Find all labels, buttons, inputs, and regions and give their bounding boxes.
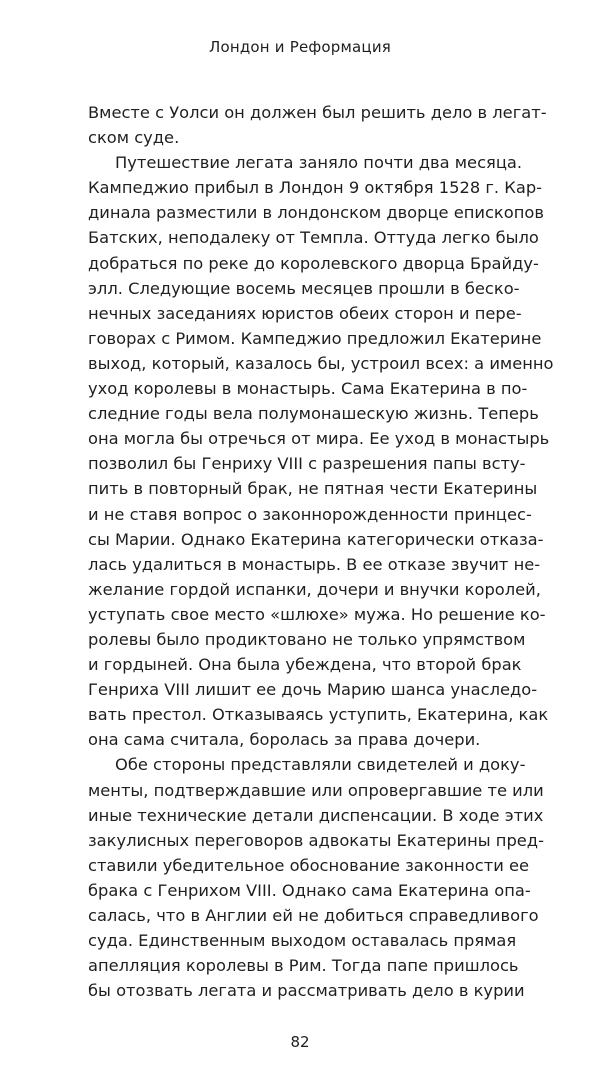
paragraph: [88, 752, 544, 1003]
text-line: ставили убедительное обоснование законности ее: [88, 855, 530, 875]
page-number: 82: [290, 1033, 310, 1051]
text-line: уход королевы в монастырь. Сама Екатерина в по-: [88, 379, 528, 399]
text-line: пить в повторный брак, не пятная чести Екатерины: [88, 479, 538, 499]
text-line: сы Марии. Однако Екатерина категорически отказа-: [88, 529, 544, 549]
text-line: динала разместили в лондонском дворце епископов: [88, 203, 544, 223]
text-line: и не ставя вопрос о законнорожденности принцес-: [88, 504, 532, 524]
text-line: апелляция королевы в Рим. Тогда папе пришлось: [88, 956, 519, 976]
text-line: говорах с Римом. Кампеджио предложил Екатерине: [88, 328, 542, 348]
text-line: ском суде.: [88, 128, 180, 148]
text-line: нечных заседаниях юристов обеих сторон и пере-: [88, 303, 522, 323]
page-body: [88, 100, 554, 1003]
text-line: бы отозвать легата и рассматривать дело в курии: [88, 981, 525, 1001]
running-header: Лондон и Реформация: [209, 38, 391, 56]
text-line: желание гордой испанки, дочери и внучки королей,: [88, 579, 541, 599]
text-line: Вместе с Уолси он должен был решить дело в легат-: [88, 103, 547, 122]
text-line: Генриха VIII лишит ее дочь Марию шанса унаследо-: [88, 680, 538, 700]
text-line: и гордыней. Она была убеждена, что второй брак: [88, 655, 522, 675]
text-line: Кампеджио прибыл в Лондон 9 октября 1528 г. Кар-: [88, 178, 543, 198]
text-line: иные технические детали диспенсации. В ходе этих: [88, 805, 544, 825]
text-line: следние годы вела полумонашескую жизнь. Теперь: [88, 404, 539, 424]
text-line: она сама считала, боролась за права дочери.: [88, 730, 481, 750]
text-line: выход, который, казалось бы, устроил всех: а именно: [88, 353, 554, 373]
text-line: ролевы было продиктовано не только упрямством: [88, 629, 526, 649]
text-line: брака с Генрихом VIII. Однако сама Екатерина опа-: [88, 880, 531, 900]
text-line: позволил бы Генриху VIII с разрешения папы всту-: [88, 454, 526, 474]
text-line: салась, что в Англии ей не добиться справедливого: [88, 906, 539, 925]
text-line: элл. Следующие восемь месяцев прошли в беско-: [88, 278, 520, 298]
text-line: Батских, неподалеку от Темпла. Оттуда легко было: [88, 228, 539, 248]
text-line: уступать свое место «шлюхе» мужа. Но решение ко-: [88, 604, 546, 624]
paragraph: [88, 100, 547, 150]
text-line: вать престол. Отказываясь уступить, Екатерина, как: [88, 705, 549, 725]
paragraph: [88, 150, 554, 752]
text-line: суда. Единственным выходом оставалась прямая: [88, 931, 517, 951]
text-line: лась удалиться в монастырь. В ее отказе звучит не-: [88, 554, 541, 574]
text-line: закулисных переговоров адвокаты Екатерины пред-: [88, 830, 544, 850]
text-line: Путешествие легата заняло почти два месяца.: [115, 153, 523, 173]
text-line: добраться по реке до королевского дворца Брайду-: [88, 253, 539, 273]
text-line: Обе стороны представляли свидетелей и доку-: [115, 755, 526, 775]
text-line: она могла бы отречься от мира. Ее уход в монастырь: [88, 429, 550, 449]
text-line: менты, подтверждавшие или опровергавшие те или: [88, 780, 544, 800]
